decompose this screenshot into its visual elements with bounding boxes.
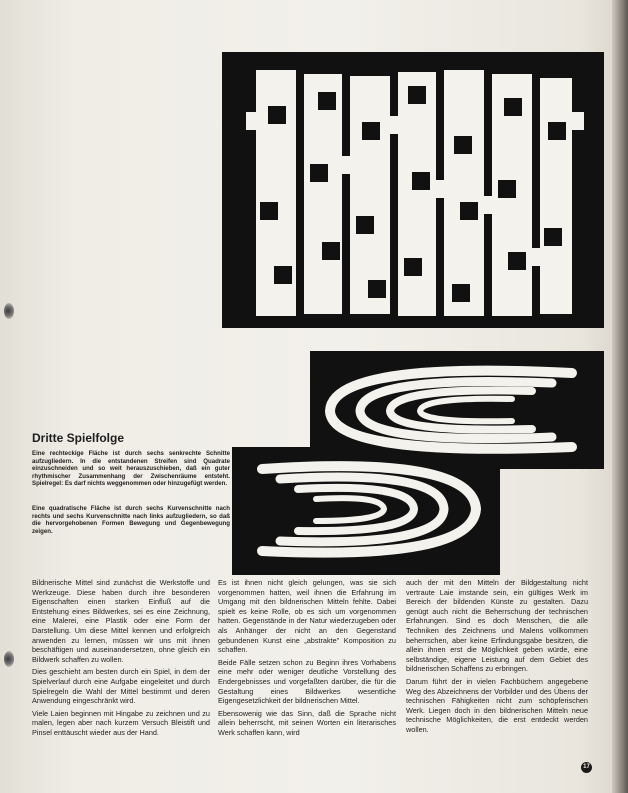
- caption-1: Eine rechteckige Fläche ist durch sechs senkrechte Schnitte aufzugliedern. In die entstandenen Streifen sind Quadrate einzuschneiden und so weit herauszuschieben, daß ein guter rhythmischer Zusammenhang der Zwischenräume entsteht. Spielregel: Es darf nichts weggenommen oder hinzugefügt werden.: [32, 450, 230, 487]
- page-number: 17: [581, 762, 592, 773]
- curve-cut-artwork: [232, 351, 604, 575]
- paragraph: Viele Laien beginnen mit Hingabe zu zeichnen und zu malen, legen aber nach kurzem Versuch Bleistift und Pinsel enttäuscht wieder aus der Hand.: [32, 708, 210, 737]
- section-heading: Dritte Spielfolge: [32, 431, 125, 445]
- paragraph: Es ist ihnen nicht gleich gelungen, was sie sich vorgenommen hatten, weil ihnen die Erfahrung im Umgang mit den bildnerischen Mitteln fehlte. Dabei spielt es keine Rolle, ob es sich um vorgenommen hatten. Gegenstände in der Natur wiederzugeben oder als Anhänger der nicht an den Gegenstand gebundenen Kunst eine „abstrakte" Komposition zu schaffen.: [218, 578, 396, 655]
- text-column-2: [218, 578, 396, 741]
- paragraph: Dies geschieht am besten durch ein Spiel, in dem der Spielverlauf durch eine Aufgabe eingeleitet und durch Spielregeln die Wahl der Mittel bestimmt und deren Anwendung eingeschränkt wird.: [32, 667, 210, 706]
- text-column-1: [32, 578, 210, 741]
- strip-square-artwork: [222, 52, 604, 328]
- paragraph: auch der mit den Mitteln der Bildgestaltung nicht vertraute Laie imstande sein, ein gültiges Werk im Bereich der bildenden Künste zu gestalten. Dazu genügt auch nicht die Beherrschung der technischen Erfahrungen. Sind es doch Menschen, die alle Techniken des Zeichnens und Malens vollkommen beherrschen, aber keine Erfindungsgabe besitzen, die allein ihnen erst die Möglichkeit geben würde, eine selbständige, eigene Leistung auf dem Gebiet des bildnerischen Schaffens zu erbringen.: [406, 578, 588, 674]
- paragraph: Darum führt der in vielen Fachbüchern angegebene Weg des Abzeichnens der Vorbilder und des Übens der technischen Fähigkeiten nicht zum schöpferischen Werk. Liegen doch in den bildnerischen Mitteln neue technische Möglichkeiten, die erst entdeckt werden wollen.: [406, 676, 588, 734]
- text-column-3: [406, 578, 588, 738]
- paragraph: Bildnerische Mittel sind zunächst die Werkstoffe und Werkzeuge. Diese haben durch ihre besonderen Eigenschaften einen starken Einfluß auf die Entstehung eines Bildwerkes, sei es eine Zeichnung, eine Malerei, eine Plastik oder eine Form der Darstellung. Um diese Mittel kennen und erfolgreich anwenden zu lernen, müssen wir uns mit ihnen beschäftigen und auseinandersetzen, ohne gleich ein Bildwerk schaffen zu wollen.: [32, 578, 210, 664]
- caption-2: Eine quadratische Fläche ist durch sechs Kurvenschnitte nach rechts und sechs Kurvenschnitte nach links aufzugliedern, so daß die hervorgehobenen Formen Bewegung und Gegenbewegung zeigen.: [32, 505, 230, 535]
- binder-hole-bottom: [4, 651, 14, 667]
- paragraph: Ebensowenig wie das Sinn, daß die Sprache nicht allein beherrscht, mit seinen Worten ein literarisches Werk schaffen kann, wird: [218, 708, 396, 737]
- binder-hole-top: [4, 303, 14, 319]
- page-edge-shadow: [612, 0, 628, 793]
- paragraph: Beide Fälle setzen schon zu Beginn ihres Vorhabens eine mehr oder weniger deutliche Vorstellung des Endergebnisses und vorgefaßten darüber, die für die Gestaltung eines Bildwerkes wesentliche Eigengesetzlichkeit der bildnerischen Mittel.: [218, 657, 396, 706]
